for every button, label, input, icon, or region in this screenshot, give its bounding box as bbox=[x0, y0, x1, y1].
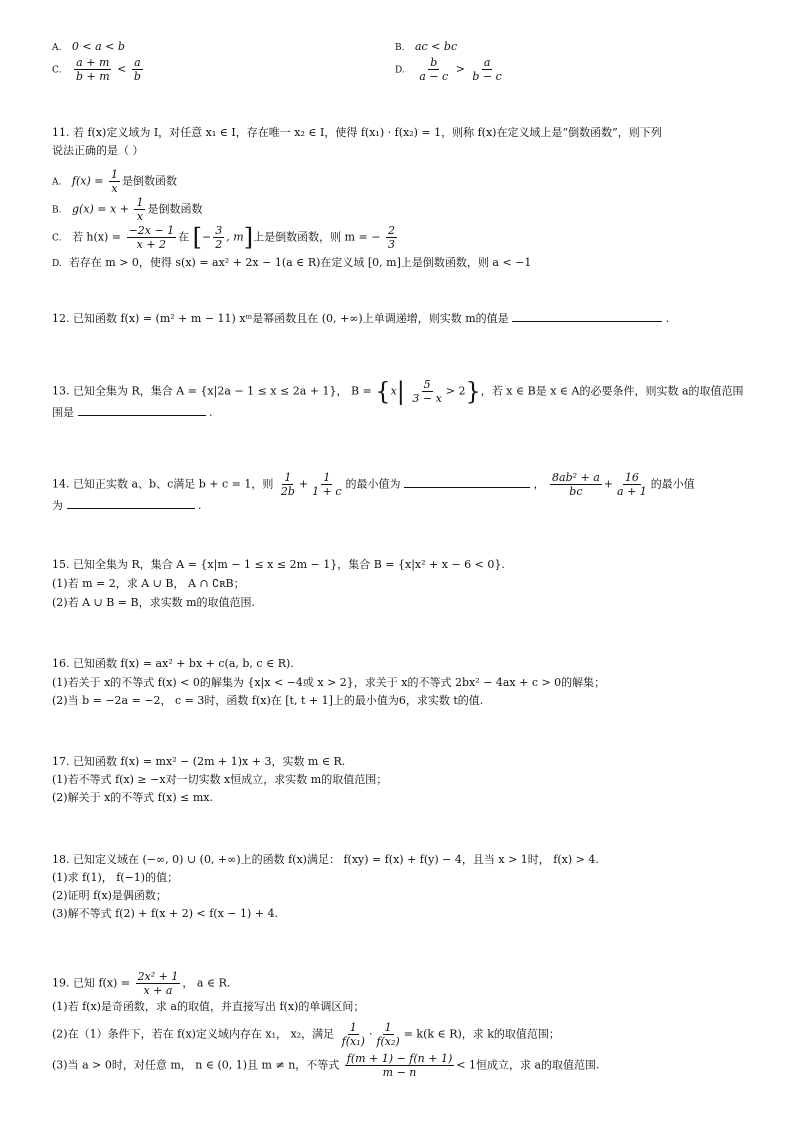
fraction: $\frac{\text{8ab² + a}}{bc}$ bbox=[552, 471, 600, 498]
comma: ， bbox=[533, 477, 545, 491]
fraction: $\frac{1}{2b}$ bbox=[280, 471, 295, 498]
option-expr: ac < bc bbox=[414, 40, 458, 53]
q17-stem: 17. 已知函数 f(x) = mx² − (2m + 1)x + 3，实数 m ∈ R. bbox=[52, 755, 346, 768]
operator: + bbox=[298, 477, 309, 491]
condition: > 2 bbox=[445, 384, 466, 398]
question-text: = k(k ∈ R)，求 k的取值范围； bbox=[403, 1027, 560, 1041]
question-text: 12. 已知函数 f(x) = (m² + m − 11) xᵐ是幂函数且在 (0, +∞)上单调递增，则实数 m的值是 bbox=[52, 312, 509, 325]
q10-option-c bbox=[52, 56, 145, 83]
option-label: D. bbox=[52, 259, 62, 269]
fraction: $\frac{5}{3 - x}$ bbox=[412, 378, 442, 405]
option-label: D. bbox=[395, 65, 405, 76]
q11-option-d bbox=[52, 256, 531, 271]
question-text: 的最小值 bbox=[650, 477, 695, 491]
set-variable: x bbox=[390, 384, 397, 398]
question-text: 13. 已知全集为 R，集合 A = {x|2a − 1 ≤ x ≤ 2a + 1}， B = bbox=[52, 384, 372, 398]
answer-blank[interactable] bbox=[512, 310, 662, 322]
q13-stem-line2 bbox=[52, 404, 213, 420]
q11-option-b bbox=[52, 196, 202, 223]
question-text: ，若 x ∈ B是 x ∈ A的必要条件，则实数 a的取值范围 bbox=[480, 384, 744, 398]
q18-stem: 18. 已知定义域在 (−∞, 0) ∪ (0, +∞)上的函数 f(x)满足： f(xy) = f(x) + f(y) − 4，且当 x > 1时， f(x) > 4. bbox=[52, 853, 599, 866]
fraction: $\frac{3}{2}$ bbox=[215, 224, 223, 251]
option-label: B. bbox=[395, 43, 405, 53]
q19-part2 bbox=[52, 1021, 560, 1048]
q15-stem: 15. 已知全集为 R，集合 A = {x|m − 1 ≤ x ≤ 2m − 1}，集合 B = {x|x² + x − 6 < 0}. bbox=[52, 558, 505, 571]
answer-blank-2[interactable] bbox=[67, 497, 195, 509]
option-expr: g(x) = x + bbox=[71, 202, 129, 216]
q11-stem-line2: 说法正确的是（ ） bbox=[52, 144, 144, 157]
answer-blank-1[interactable] bbox=[404, 476, 530, 488]
option-label: B. bbox=[52, 205, 62, 216]
operator: · bbox=[368, 1027, 373, 1041]
operator: < bbox=[117, 62, 127, 76]
q18-part1: (1)求 f(1)， f(−1)的值； bbox=[52, 871, 179, 884]
fraction: $\frac{16}{a + 1}$ bbox=[617, 471, 647, 498]
option-expr: 0 < a < b bbox=[71, 40, 125, 53]
q11-option-c bbox=[52, 224, 399, 251]
fraction: $\frac{a}{b}$ bbox=[133, 56, 141, 83]
q10-option-b bbox=[395, 40, 457, 55]
q16-stem: 16. 已知函数 f(x) = ax² + bx + c(a, b, c ∈ R). bbox=[52, 657, 294, 670]
q18-part2: (2)证明 f(x)是偶函数； bbox=[52, 889, 167, 902]
q12-stem bbox=[52, 310, 669, 326]
fraction: $\frac{b}{a - c}$ bbox=[419, 56, 449, 83]
bracket: [ bbox=[192, 223, 203, 252]
fraction: $\frac{a}{b - c}$ bbox=[472, 56, 502, 83]
answer-blank[interactable] bbox=[78, 404, 206, 416]
q19-stem bbox=[52, 970, 230, 997]
option-text: 在 bbox=[178, 230, 190, 244]
fraction: $\frac{1}{x}$ bbox=[110, 168, 118, 195]
option-label: A. bbox=[52, 177, 62, 188]
q11-stem-line1: 11. 若 f(x)定义域为 I，对任意 x₁ ∈ I，存在唯一 x₂ ∈ I，使得 f(x₁) · f(x₂) = 1，则称 f(x)在定义域上是“倒数函数”，则下列 bbox=[52, 126, 662, 139]
fraction: $\frac{-2x - 1}{x + 2}$ bbox=[128, 224, 175, 251]
question-text: 的最小值为 bbox=[345, 477, 401, 491]
q15-part2: (2)若 A ∪ B = B，求实数 m的取值范围. bbox=[52, 596, 256, 609]
option-text: 是倒数函数 bbox=[121, 174, 177, 188]
q13-stem-line1 bbox=[52, 378, 744, 405]
q17-part2: (2)解关于 x的不等式 f(x) ≤ mx. bbox=[52, 791, 213, 804]
q10-option-a bbox=[52, 40, 125, 55]
question-text: 为 bbox=[52, 499, 63, 512]
q17-part1: (1)若不等式 f(x) ≥ −x对一切实数 x恒成立，求实数 m的取值范围； bbox=[52, 773, 388, 786]
question-text: 19. 已知 f(x) = bbox=[52, 976, 131, 990]
brace: } bbox=[465, 377, 481, 406]
question-text: 14. 已知正实数 a、b、c满足 b + c = 1，则 bbox=[52, 477, 274, 491]
fraction: $\frac{2}{3}$ bbox=[387, 224, 395, 251]
q19-part3 bbox=[52, 1052, 600, 1079]
question-text: ， a ∈ R. bbox=[182, 976, 231, 990]
q14-stem-line1 bbox=[52, 471, 695, 498]
option-label: A. bbox=[52, 43, 62, 53]
q15-part1: (1)若 m = 2，求 A ∪ B， A ∩ ∁ʀB； bbox=[52, 577, 245, 590]
fraction: $\frac{f(m + 1) - f(n + 1)}{m - n}$ bbox=[346, 1052, 453, 1079]
operator: > bbox=[455, 62, 465, 76]
option-text: 若 h(x) = bbox=[71, 230, 122, 244]
option-text: 上是倒数函数，则 m = − bbox=[253, 230, 381, 244]
fraction: $\frac{1}{x}$ bbox=[136, 196, 144, 223]
q16-part1: (1)若关于 x的不等式 f(x) < 0的解集为 {x|x < −4或 x > 2}，求关于 x的不等式 2bx² − 4ax + c > 0的解集； bbox=[52, 676, 606, 689]
option-text: 若存在 m > 0，使得 s(x) = ax² + 2x − 1(a ∈ R)在定义域 [0, m]上是倒数函数，则 a < −1 bbox=[68, 256, 532, 269]
option-label: C. bbox=[52, 65, 62, 76]
q16-part2: (2)当 b = −2a = −2， c = 3时，函数 f(x)在 [t, t + 1]上的最小值为6，求实数 t的值. bbox=[52, 694, 484, 707]
question-text: < 1恒成立，求 a的取值范围. bbox=[456, 1058, 600, 1072]
period: . bbox=[209, 406, 213, 419]
q19-part1: (1)若 f(x)是奇函数，求 a的取值，并直接写出 f(x)的单调区间； bbox=[52, 1000, 365, 1013]
period: . bbox=[665, 312, 670, 325]
option-expr: , m bbox=[226, 230, 244, 244]
question-text: (3)当 a > 0时，对任意 m， n ∈ (0, 1)且 m ≠ n，不等式 bbox=[52, 1058, 340, 1072]
option-label: C. bbox=[52, 233, 62, 244]
fraction: $\frac{\text{2x² + 1}}{x + a}$ bbox=[137, 970, 179, 997]
question-text: (2)在（1）条件下，若在 f(x)定义域内存在 x₁， x₂，满足 bbox=[52, 1027, 335, 1041]
option-text: 是倒数函数 bbox=[147, 202, 203, 216]
option-expr: f(x) = bbox=[71, 174, 104, 188]
q14-stem-line2 bbox=[52, 497, 202, 513]
fraction: $\frac{1}{\text{f(x₁)}}$ bbox=[341, 1021, 365, 1048]
q10-option-d bbox=[395, 56, 506, 83]
set-bar: | bbox=[396, 377, 405, 406]
bracket: ] bbox=[243, 223, 254, 252]
fraction: $\frac{1}{1 + c}$ bbox=[312, 471, 342, 498]
operator: − bbox=[202, 230, 212, 244]
operator: + bbox=[603, 477, 614, 491]
fraction: $\frac{a + m}{b + m}$ bbox=[75, 56, 110, 83]
period: . bbox=[198, 499, 202, 512]
fraction: $\frac{1}{\text{f(x₂)}}$ bbox=[376, 1021, 400, 1048]
brace: { bbox=[375, 377, 391, 406]
question-text: 围是 bbox=[52, 406, 74, 419]
q18-part3: (3)解不等式 f(2) + f(x + 2) < f(x − 1) + 4. bbox=[52, 907, 278, 920]
q11-option-a bbox=[52, 168, 177, 195]
